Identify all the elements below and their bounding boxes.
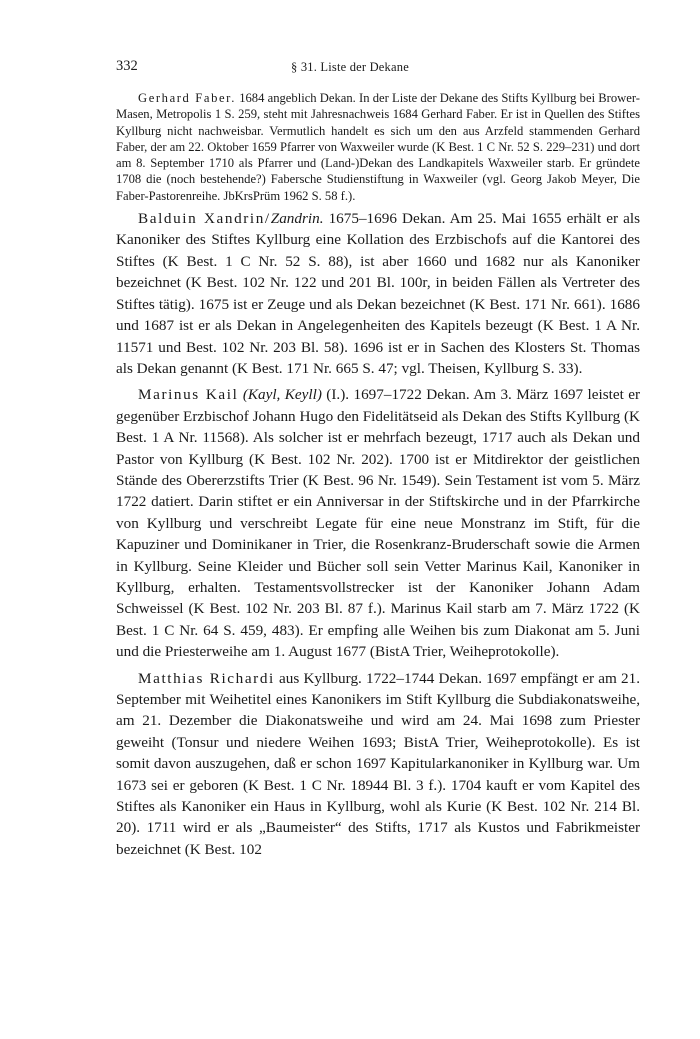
- entry-kail: [116, 384, 640, 662]
- entry-name-variant: Zandrin.: [270, 210, 324, 228]
- running-head: § 31. Liste der Dekane: [291, 60, 409, 74]
- entry-name: Marinus Kail: [138, 386, 239, 404]
- entry-name-variant: (Kayl, Keyll): [242, 386, 322, 404]
- entry-name: Matthias Richardi: [138, 669, 275, 687]
- body-text: [116, 90, 640, 865]
- entry-text: 1684 angeblich Dekan. In der Liste der Dekane des Stifts Kyllburg bei Brower-Masen, Metropolis 1 S. 259, steht mit Jahresnachweis 1684 Gerhard Faber. Er ist in Quellen des Stiftes Kyllburg nicht nachweisbar. Vermutlich handelt es sich um den aus Arzfeld stammenden Gerhard Faber, der am 22. Oktober 1659 Pfarrer von Waxweiler wurde (K Best. 1 C Nr. 52 S. 229–231) und dort am 8. September 1710 als Pfarrer und (Land-)Dekan des Landkapitels Waxweiler starb. Er gründete 1708 die (noch bestehende?) Fabersche Studienstiftung in Waxweiler (vgl. Georg Jakob Meyer, Die Faber-Pastorenreihe. JbKrsPrüm 1962 S. 58 f.).: [116, 91, 640, 203]
- entry-richardi: [116, 668, 640, 861]
- entry-name: Gerhard Faber.: [138, 91, 236, 105]
- entry-text: 1675–1696 Dekan. Am 25. Mai 1655 erhält er als Kanoniker des Stiftes Kyllburg eine Kollation des Erzbischofs auf die Kantorei des Stiftes (K Best. 1 C Nr. 52 S. 88), ist aber 1660 und 1682 nur als Kanoniker bezeichnet (K Best. 102 Nr. 122 und 201 Bl. 100r, in beiden Fällen als Vertreter des Stiftes tätig). 1675 ist er Zeuge und als Dekan bezeichnet (K Best. 171 Nr. 661). 1686 und 1687 ist er als Dekan in Angelegenheiten des Kapitels bezeugt (K Best. 1 A Nr. 11571 und Best. 102 Nr. 203 Bl. 58). 1696 ist er in Sachen des Klosters St. Thomas als Dekan genannt (K Best. 171 Nr. 665 S. 47; vgl. Theisen, Kyllburg S. 33).: [116, 210, 640, 377]
- page-number: 332: [116, 58, 138, 74]
- entry-name: Balduin Xandrin/: [138, 210, 271, 228]
- entry-xandrin: [116, 208, 640, 379]
- entry-text: (I.). 1697–1722 Dekan. Am 3. März 1697 leistet er gegenüber Erzbischof Johann Hugo den Fidelitätseid als Dekan des Stifts Kyllburg (K Best. 1 A Nr. 11568). Als solcher ist er mehrfach bezeugt, 1717 auch als Dekan und Pastor von Kyllburg (K Best. 102 Nr. 202). 1700 ist er Mitdirektor der geistlichen Stände des Obererzstifts Trier (K Best. 96 Nr. 1549). Sein Testament ist vom 5. März 1722 datiert. Darin stiftet er ein Anniversar in der Stiftskirche und in der Pfarrkirche von Kyllburg und verschreibt Legate für eine neue Monstranz im Stift, für die Kapuziner und Dominikaner in Trier, die Rosenkranz-Bruderschaft sowie die Armen in Kyllburg. Seine Kleider und Bücher soll sein Vetter Marinus Kail, Kanoniker in Kyllburg, erhalten. Testamentsvollstrecker ist der Kanoniker Johann Adam Schweissel (K Best. 102 Nr. 203 Bl. 87 f.). Marinus Kail starb am 7. März 1722 (K Best. 1 C Nr. 64 S. 459, 483). Er empfing alle Weihen bis zum Diakonat am 5. Juni und die Priesterweihe am 1. August 1677 (BistA Trier, Weiheprotokolle).: [116, 386, 641, 661]
- entry-text: aus Kyllburg. 1722–1744 Dekan. 1697 empfängt er am 21. September mit Weihetitel eines Kanonikers im Stift Kyllburg die Subdiakonatsweihe, am 21. Dezember die Diakonatsweihe und wird am 24. Mai 1698 zum Priester geweiht (Tonsur und niedere Weihen 1693; BistA Trier, Weiheprotokolle). Es ist somit davon auszugehen, daß er schon 1697 Kapitularkanoniker in Kyllburg war. Um 1673 sei er geboren (K Best. 1 C Nr. 18944 Bl. 3 f.). 1704 kauft er vom Kapitel des Stiftes als Kanoniker ein Haus in Kyllburg, wohl als Kurie (K Best. 102 Nr. 214 Bl. 20). 1711 wird er als „Baumeister“ des Stifts, 1717 als Kustos und Fabrikmeister bezeichnet (K Best. 102: [116, 669, 640, 858]
- entry-faber: [116, 90, 640, 204]
